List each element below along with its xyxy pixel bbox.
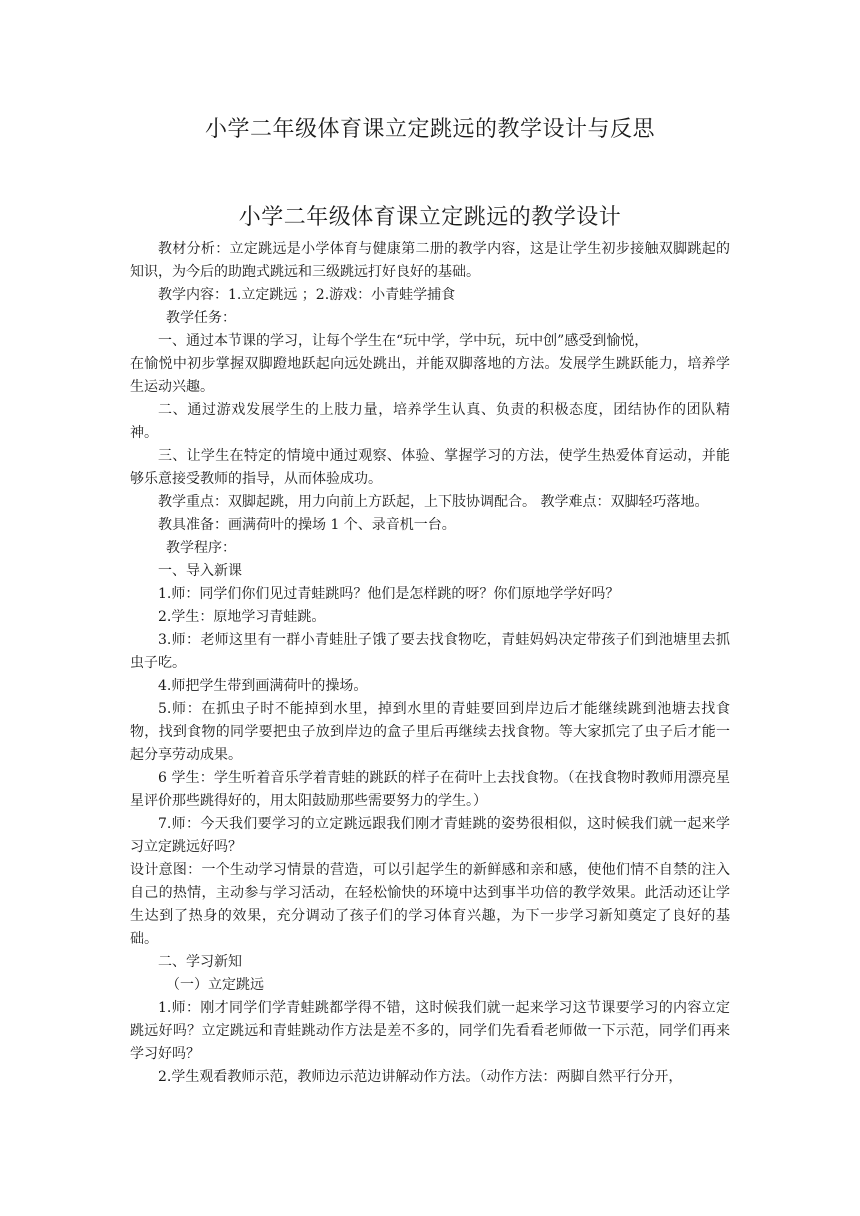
paragraph-step-2: 2.学生：原地学习青蛙跳。 bbox=[158, 609, 326, 625]
paragraph-step-1: 1.师：同学们你们见过青蛙跳吗？他们是怎样跳的呀？你们原地学学好吗？ bbox=[158, 586, 620, 602]
paragraph-task-two: 二、通过游戏发展学生的上肢力量，培养学生认真、负责的积极态度，团结协作的团队精神。 bbox=[130, 402, 730, 441]
paragraph-task-one: 一、通过本节课的学习，让每个学生在“玩中学，学中玩，玩中创”感受到愉悦， bbox=[158, 333, 649, 349]
paragraph-material-analysis: 教材分析：立定跳远是小学体育与健康第二册的教学内容，这是让学生初步接触双脚跳起的知识，为今后的助跑式跳远和三级跳远打好良好的基础。 bbox=[130, 241, 730, 280]
paragraph-new-step-1: 1.师：刚才同学们学青蛙跳都学得不错，这时候我们就一起来学习这节课要学习的内容立定跳远好吗？立定跳远和青蛙跳动作方法是差不多的，同学们先看看老师做一下示范，同学们再来学习好吗？ bbox=[130, 1000, 730, 1062]
paragraph-section-one-heading: 一、导入新课 bbox=[158, 563, 242, 579]
document-subtitle: 小学二年级体育课立定跳远的教学设计 bbox=[238, 205, 622, 230]
paragraph-task-one-cont: 在愉悦中初步掌握双脚蹬地跃起向远处跳出，并能双脚落地的方法。发展学生跳跃能力，培养学生运动兴趣。 bbox=[130, 356, 730, 395]
paragraph-step-7: 7.师：今天我们要学习的立定跳远跟我们刚才青蛙跳的姿势很相似，这时候我们就一起来学习立定跳远好吗？ bbox=[130, 816, 730, 855]
paragraph-teaching-tasks-heading: 教学任务： bbox=[166, 310, 236, 326]
paragraph-procedure-heading: 教学程序： bbox=[166, 540, 236, 556]
paragraph-teaching-content: 教学内容：1.立定跳远 ；2.游戏：小青蛙学捕食 bbox=[158, 287, 456, 303]
paragraph-equipment: 教具准备：画满荷叶的操场 1 个、录音机一台。 bbox=[158, 517, 456, 533]
paragraph-subsection-heading: （一）立定跳远 bbox=[166, 977, 264, 993]
paragraph-step-5: 5.师：在抓虫子时不能掉到水里，掉到水里的青蛙要回到岸边后才能继续跳到池塘去找食物，找到食物的同学要把虫子放到岸边的盒子里后再继续去找食物。等大家抓完了虫子后才能一起分享劳动成果。 bbox=[130, 701, 730, 763]
paragraph-section-two-heading: 二、学习新知 bbox=[158, 954, 242, 970]
paragraph-new-step-2: 2.学生观看教师示范，教师边示范边讲解动作方法。（动作方法：两脚自然平行分开， bbox=[158, 1069, 683, 1085]
paragraph-step-6: 6 学生：学生听着音乐学着青蛙的跳跃的样子在荷叶上去找食物。（在找食物时教师用漂亮星星评价那些跳得好的，用太阳鼓励那些需要努力的学生。） bbox=[130, 770, 730, 809]
paragraph-task-three: 三、让学生在特定的情境中通过观察、体验、掌握学习的方法，使学生热爱体育运动，并能够乐意接受教师的指导，从而体验成功。 bbox=[130, 448, 730, 487]
paragraph-step-4: 4.师把学生带到画满荷叶的操场。 bbox=[158, 678, 368, 694]
paragraph-key-points: 教学重点：双脚起跳，用力向前上方跃起，上下肢协调配合。 教学难点：双脚轻巧落地。 bbox=[158, 494, 709, 510]
document-title: 小学二年级体育课立定跳远的教学设计与反思 bbox=[204, 117, 655, 142]
paragraph-design-intent: 设计意图：一个生动学习情景的营造，可以引起学生的新鲜感和亲和感，使他们情不自禁的注入自己的热情，主动参与学习活动，在轻松愉快的环境中达到事半功倍的教学效果。此活动还让学生达到了热身的效果，充分调动了孩子们的学习体育兴趣，为下一步学习新知奠定了良好的基础。 bbox=[130, 862, 730, 947]
paragraph-step-3: 3.师：老师这里有一群小青蛙肚子饿了要去找食物吃，青蛙妈妈决定带孩子们到池塘里去抓虫子吃。 bbox=[130, 632, 730, 671]
document-body bbox=[130, 238, 730, 1089]
